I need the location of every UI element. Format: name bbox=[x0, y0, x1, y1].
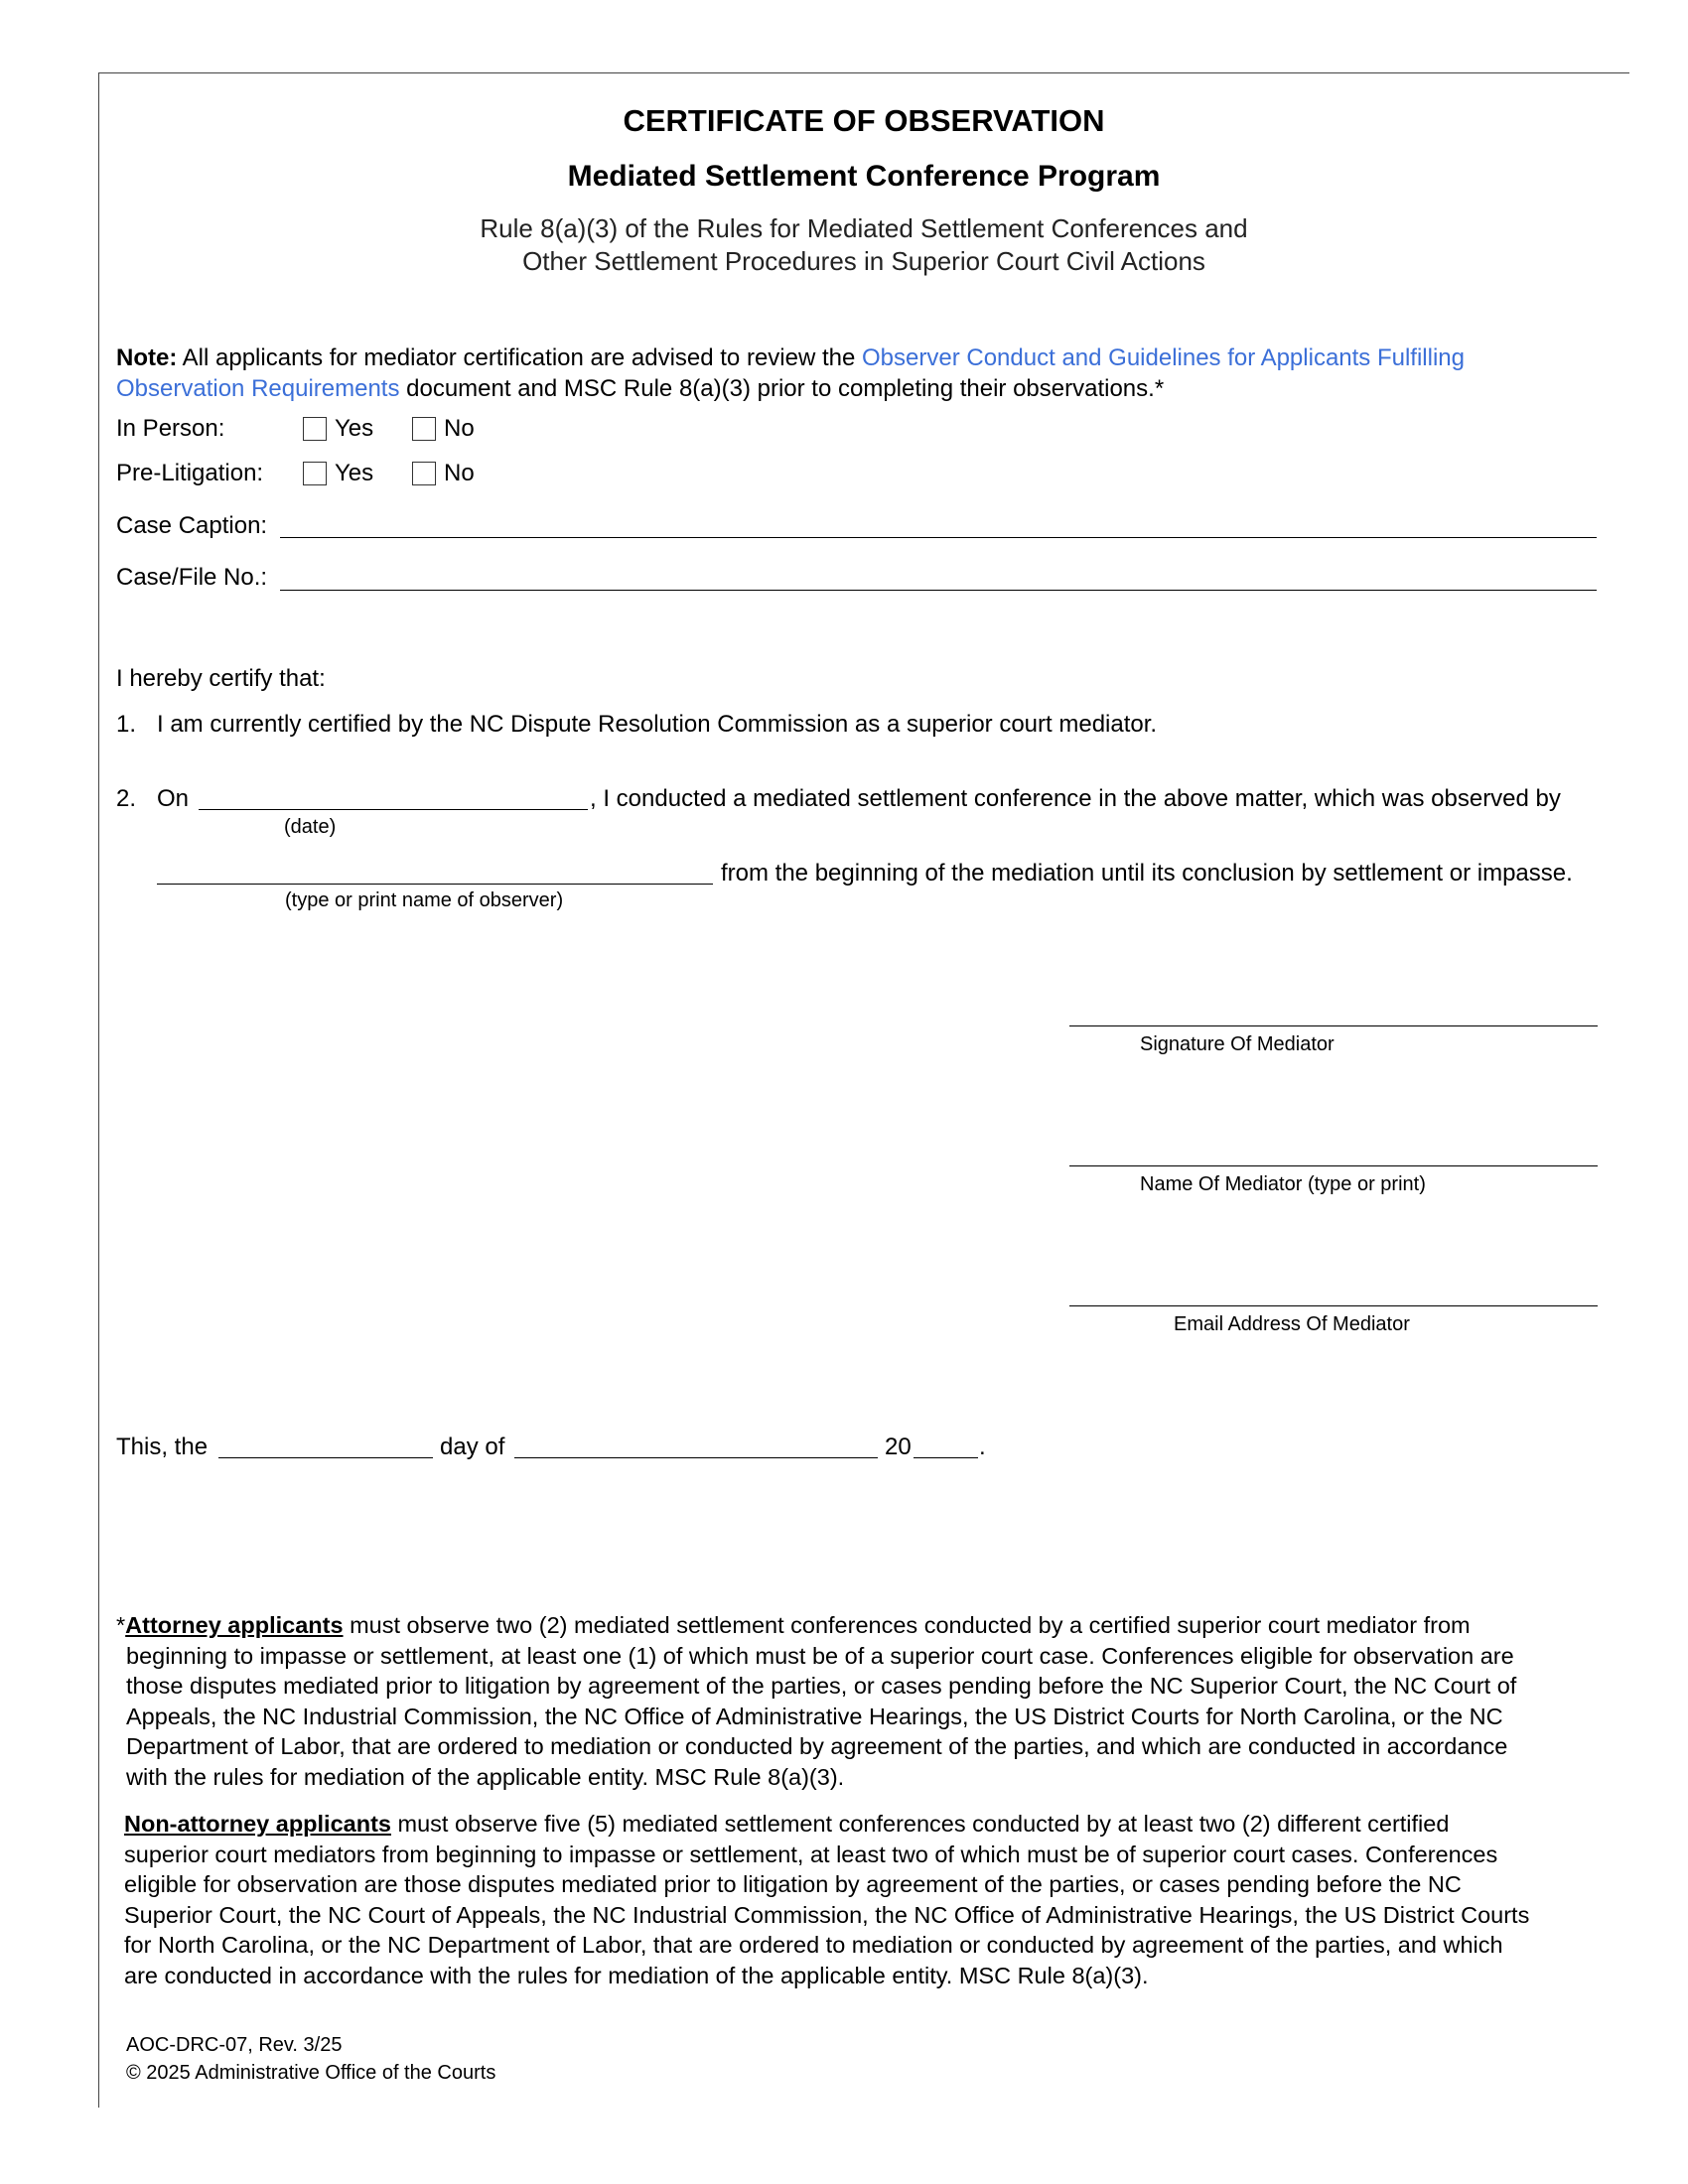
pre-litigation-yes-checkbox[interactable] bbox=[303, 462, 327, 485]
item2-text: , I conducted a mediated settlement conference in the above matter, which was observed by bbox=[590, 785, 1561, 812]
item1-text: I am currently certified by the NC Dispute Resolution Commission as a superior court mediator. bbox=[157, 711, 1158, 738]
nonattorney-line-1 bbox=[124, 1809, 1628, 1840]
note-paragraph bbox=[116, 342, 1546, 404]
case-caption-label: Case Caption: bbox=[116, 512, 268, 539]
in-person-yes-checkbox[interactable] bbox=[303, 417, 327, 441]
day-field[interactable] bbox=[218, 1457, 433, 1458]
case-caption-field[interactable] bbox=[280, 537, 1597, 538]
item2-number: 2. bbox=[116, 785, 137, 812]
rule-reference bbox=[99, 212, 1628, 278]
item1-number: 1. bbox=[116, 711, 137, 738]
attorney-line-5: Department of Labor, that are ordered to mediation or conducted by agreement of the parties, and which are conducted in accordance bbox=[126, 1733, 1508, 1759]
nonattorney-line-3: eligible for observation are those disputes mediated prior to litigation by agreement of the parties, or cases pending before the NC bbox=[124, 1871, 1462, 1897]
in-person-no-checkbox[interactable] bbox=[412, 417, 436, 441]
nonattorney-text-1: must observe five (5) mediated settlement conferences conducted by at least two (2) different certified bbox=[397, 1811, 1450, 1837]
mediator-email-label: Email Address Of Mediator bbox=[1174, 1313, 1410, 1335]
pre-litigation-no-checkbox[interactable] bbox=[412, 462, 436, 485]
observer-caption: (type or print name of observer) bbox=[285, 889, 564, 911]
link-text-2[interactable]: Observation Requirements bbox=[116, 375, 400, 402]
case-file-label: Case/File No.: bbox=[116, 564, 268, 591]
mediator-email-field[interactable] bbox=[1069, 1305, 1598, 1306]
attorney-line-6: with the rules for mediation of the applicable entity. MSC Rule 8(a)(3). bbox=[126, 1763, 845, 1790]
note-text-after: document and MSC Rule 8(a)(3) prior to completing their observations.* bbox=[406, 375, 1165, 402]
certify-intro: I hereby certify that: bbox=[116, 665, 326, 692]
item2-text-2: from the beginning of the mediation until its conclusion by settlement or impasse. bbox=[721, 860, 1573, 887]
attorney-line-1 bbox=[116, 1610, 1625, 1641]
observer-name-field[interactable] bbox=[157, 884, 713, 885]
case-file-field[interactable] bbox=[280, 590, 1597, 591]
item2-on: On bbox=[157, 785, 190, 812]
form-title: CERTIFICATE OF OBSERVATION bbox=[623, 103, 1105, 138]
attorney-line-4: Appeals, the NC Industrial Commission, the NC Office of Administrative Hearings, the US District Courts for North Carolina, or the NC bbox=[126, 1703, 1503, 1729]
nonattorney-line-4: Superior Court, the NC Court of Appeals, the NC Industrial Commission, the NC Office of Administrative Hearings, the US District Courts bbox=[124, 1901, 1530, 1928]
pre-litigation-yes-label: Yes bbox=[335, 460, 374, 486]
conference-date-field[interactable] bbox=[199, 809, 588, 810]
page-frame-left-border bbox=[98, 72, 99, 2108]
page-frame-top-border bbox=[98, 72, 1629, 73]
this-the-label: This, the bbox=[116, 1433, 209, 1460]
year-prefix: 20 bbox=[885, 1433, 912, 1460]
signature-field[interactable] bbox=[1069, 1025, 1598, 1026]
in-person-no-label: No bbox=[444, 415, 475, 442]
note-text-before: All applicants for mediator certification are advised to review the bbox=[182, 344, 856, 371]
signature-label: Signature Of Mediator bbox=[1140, 1033, 1335, 1055]
note-label: Note: bbox=[116, 344, 178, 371]
year-field[interactable] bbox=[914, 1457, 978, 1458]
nonattorney-line-2: superior court mediators from beginning to impasse or settlement, at least two of which must be of superior court cases. Conferences bbox=[124, 1841, 1498, 1867]
nonattorney-line-5: for North Carolina, or the NC Department of Labor, that are ordered to mediation or conducted by agreement of the parties, and which bbox=[124, 1932, 1503, 1958]
nonattorney-line-6: are conducted in accordance with the rules for mediation of the applicable entity. MSC Rule 8(a)(3). bbox=[124, 1962, 1149, 1988]
attorney-star: * bbox=[116, 1612, 126, 1638]
in-person-label: In Person: bbox=[116, 415, 225, 442]
date-period: . bbox=[979, 1433, 986, 1460]
mediator-name-label: Name Of Mediator (type or print) bbox=[1140, 1173, 1426, 1195]
copyright: © 2025 Administrative Office of the Courts bbox=[126, 2062, 496, 2084]
form-subtitle: Mediated Settlement Conference Program bbox=[567, 160, 1161, 193]
date-caption: (date) bbox=[284, 816, 337, 838]
pre-litigation-no-label: No bbox=[444, 460, 475, 486]
nonattorney-label: Non-attorney applicants bbox=[124, 1811, 391, 1837]
attorney-line-3: those disputes mediated prior to litigation by agreement of the parties, or cases pending before the NC Superior Court, the NC Court of bbox=[126, 1673, 1517, 1699]
attorney-line-2: beginning to impasse or settlement, at least one (1) of which must be of a superior court case. Conferences eligible for observation are bbox=[126, 1642, 1514, 1669]
rule-line-1: Rule 8(a)(3) of the Rules for Mediated Settlement Conferences and bbox=[480, 213, 1248, 243]
nonattorney-footnote bbox=[124, 1809, 1628, 1990]
form-id: AOC-DRC-07, Rev. 3/25 bbox=[126, 2034, 343, 2056]
attorney-label: Attorney applicants bbox=[125, 1612, 344, 1638]
month-field[interactable] bbox=[514, 1457, 878, 1458]
rule-line-2: Other Settlement Procedures in Superior Court Civil Actions bbox=[522, 246, 1205, 276]
pre-litigation-label: Pre-Litigation: bbox=[116, 460, 264, 486]
day-of-label: day of bbox=[440, 1433, 505, 1460]
link-text-1[interactable]: Observer Conduct and Guidelines for Applicants Fulfilling bbox=[862, 344, 1465, 371]
attorney-text-1: must observe two (2) mediated settlement conferences conducted by a certified superior court mediator from bbox=[350, 1612, 1471, 1638]
in-person-yes-label: Yes bbox=[335, 415, 374, 442]
attorney-footnote bbox=[116, 1610, 1625, 1792]
mediator-name-field[interactable] bbox=[1069, 1165, 1598, 1166]
